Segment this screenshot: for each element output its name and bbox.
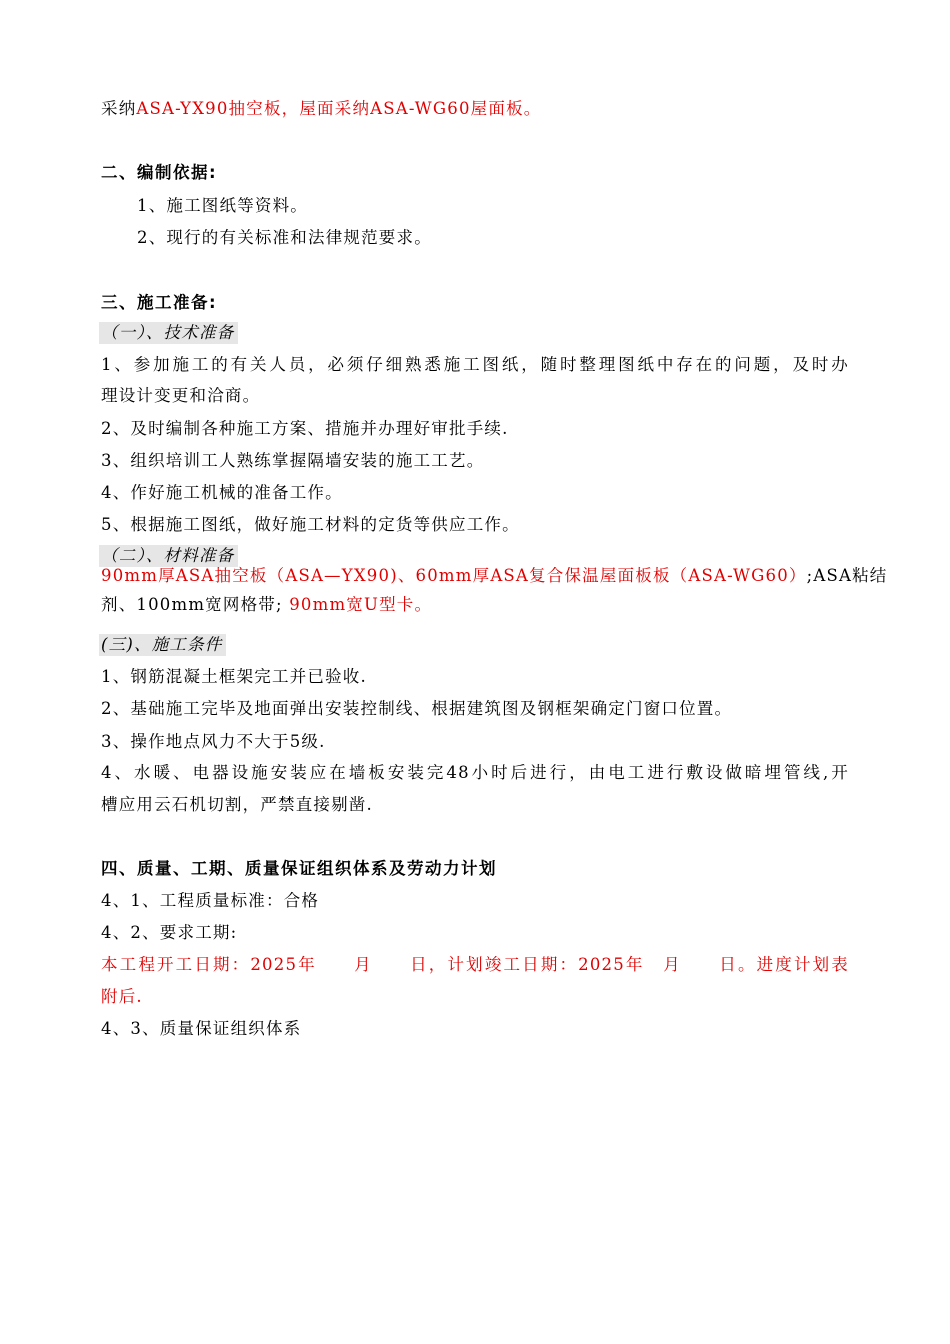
materials-line-2: [101, 594, 432, 616]
subsection-technical-title: （一）、技术准备: [99, 322, 238, 344]
schedule-dates-line-1: 本工程开工日期：2025年 月 日，计划竣工日期：2025年 月 日。进度计划表: [101, 955, 849, 974]
materials-red-text-1: 90mm厚ASA抽空板（ASA—YX90)、60mm厚ASA复合保温屋面板板（ASA-WG60）: [101, 566, 807, 585]
technical-line-4: 3、组织培训工人熟练掌握隔墙安装的施工工艺。: [101, 451, 485, 470]
intro-text: 采纳: [101, 99, 137, 118]
schedule-dates-line-2: 附后.: [101, 987, 143, 1006]
section-3-title: 三、施工准备:: [101, 293, 218, 312]
conditions-line-4: 4、水暖、电器设施安装应在墙板安装完48小时后进行，由电工进行敷设做暗埋管线,开: [101, 763, 849, 782]
conditions-line-1: 1、钢筋混凝土框架完工并已验收.: [101, 667, 367, 686]
section-2-item-1: 1、施工图纸等资料。: [137, 196, 308, 215]
section-4-title: 四、质量、工期、质量保证组织体系及劳动力计划: [101, 859, 497, 878]
subsection-conditions-title: (三)、施工条件: [99, 634, 226, 656]
materials-text-1: ;ASA粘结: [806, 566, 888, 585]
intro-line: [101, 98, 541, 120]
technical-line-1: 1、参加施工的有关人员，必须仔细熟悉施工图纸，随时整理图纸中存在的问题，及时办: [101, 355, 849, 374]
technical-line-2: 理设计变更和洽商。: [101, 386, 261, 405]
conditions-line-5: 槽应用云石机切割，严禁直接剔凿.: [101, 795, 373, 814]
technical-line-6: 5、根据施工图纸，做好施工材料的定货等供应工作。: [101, 515, 520, 534]
subsection-materials-title: （二）、材料准备: [99, 545, 238, 567]
materials-text-2: 剂、100mm宽网格带;: [101, 595, 283, 614]
conditions-line-2: 2、基础施工完毕及地面弹出安装控制线、根据建筑图及钢框架确定门窗口位置。: [101, 699, 733, 718]
materials-line-1: [101, 565, 888, 587]
section-2-item-2: 2、现行的有关标准和法律规范要求。: [137, 228, 432, 247]
technical-line-3: 2、及时编制各种施工方案、措施并办理好审批手续.: [101, 419, 509, 438]
intro-red-text: ASA-YX90抽空板，屋面采纳ASA-WG60屋面板。: [136, 99, 542, 118]
section-2-title: 二、编制依据:: [101, 163, 218, 182]
quality-standard: 4、1、工程质量标准：合格: [101, 891, 320, 910]
quality-assurance-system: 4、3、质量保证组织体系: [101, 1019, 302, 1038]
required-duration: 4、2、要求工期:: [101, 923, 238, 942]
technical-line-5: 4、作好施工机械的准备工作。: [101, 483, 343, 502]
materials-red-text-2: 90mm宽U型卡。: [289, 595, 433, 614]
conditions-line-3: 3、操作地点风力不大于5级.: [101, 732, 326, 751]
